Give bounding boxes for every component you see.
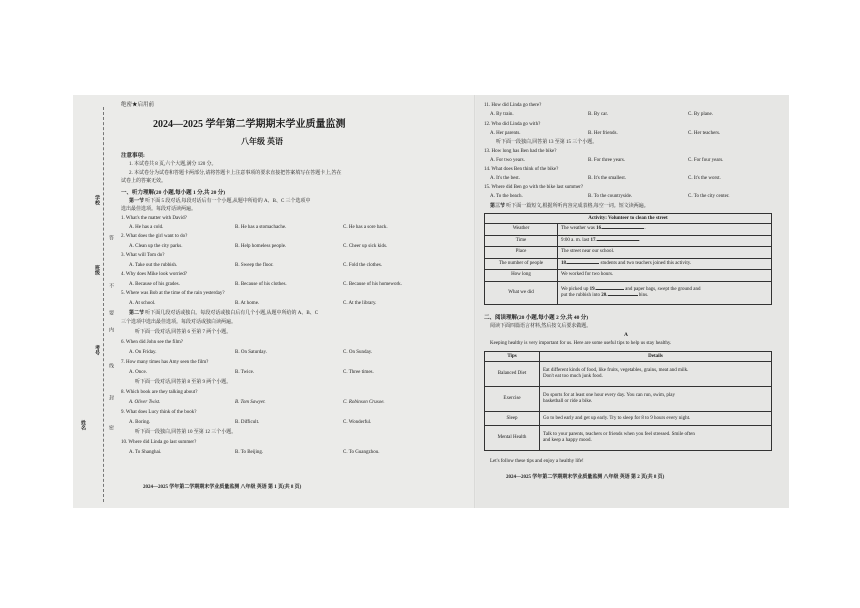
option-b: B. Help homeless people.: [235, 244, 287, 249]
part2-sub-instruction-2: 听下面一段对话,回答第 8 至第 9 两个小题。: [135, 380, 232, 385]
row-text-end: .: [638, 237, 640, 243]
tip-detail: Eat different kinds of food, like fruits, vegetables, grains, meat and milk.: [543, 368, 689, 373]
table-row: [485, 281, 772, 304]
section2-instructions: 阅读下面四篇语言材料,然后按文后要求做题。: [490, 324, 592, 329]
part3-instructions: 听下面一篇短文,根据所听内容完成表格,每空一词。短文读两遍。: [506, 204, 649, 209]
margin-warning-7: 密: [108, 425, 113, 430]
tip-detail-2: and keep a happy mood.: [543, 438, 592, 443]
question-text: 6. When did John see the film?: [121, 340, 183, 345]
row-text: We worked for two hours.: [558, 270, 772, 282]
margin-warning-4: 内: [108, 327, 113, 332]
part2-instructions: 听下面几段对话或独白。每段对话或独白后有几个小题,从题中所给的 A、B、C: [145, 311, 319, 316]
row-label: Place: [485, 247, 558, 259]
question-text: 7. How many times has Amy seen the film?: [121, 360, 209, 365]
blank-number: 18.: [561, 260, 568, 266]
blank-number: 16.: [596, 226, 603, 232]
col-header-details: Details: [540, 352, 772, 362]
option-a: A. By train.: [490, 112, 514, 117]
option-b: B. To the countryside.: [588, 194, 633, 199]
option-c: C. Wonderful.: [343, 420, 372, 425]
question-text: 10. Where did Linda go last summer?: [121, 440, 197, 445]
answer-blank[interactable]: [608, 295, 638, 296]
volunteer-table: [484, 213, 772, 305]
health-tips-table: [484, 351, 772, 451]
notice-1: 1. 本试卷共 8 页,六个大题,满分 120 分。: [129, 162, 217, 167]
tip-detail: Talk to your parents, teachers or friends when you feel stressed. Smile often: [543, 432, 695, 437]
question-text: 12. Who did Linda go with?: [484, 122, 541, 127]
part1-instructions: 听下面 5 段对话,每段对话后有一个小题,从题中所给的 A、B、C 三个选项中: [145, 199, 311, 204]
table-row: [485, 247, 772, 259]
option-a: A. Clean up the city parks.: [129, 244, 183, 249]
notice-2: 2. 本试卷分为试卷和答题卡两部分,请将答题卡上注意事项的要求直接把答案填写在答题卡上,答在: [129, 171, 342, 176]
answer-blank[interactable]: [602, 226, 646, 232]
row-label: The number of people: [485, 258, 558, 270]
margin-label-class: 班级: [94, 265, 99, 275]
blank-number: 17.: [590, 237, 597, 243]
option-c: C. Robinson Crusoe.: [343, 400, 385, 405]
passage-intro: Keeping healthy is very important for us. Here are some useful tips to help us stay healthy.: [490, 341, 672, 346]
option-a: A. To the beach.: [490, 194, 523, 199]
margin-warning-6: 封: [108, 395, 113, 400]
option-c: C. To the city center.: [688, 194, 730, 199]
answer-blank[interactable]: [596, 289, 624, 290]
table-row: [485, 387, 772, 412]
row-label: How long: [485, 270, 558, 282]
passage-letter: A: [624, 332, 628, 338]
row-label: Weather: [485, 224, 558, 236]
row-text-end: .: [644, 226, 646, 232]
option-a: A. On Friday.: [129, 350, 157, 355]
part3-heading: 第三节: [490, 204, 506, 209]
part1-heading: 第一节: [129, 199, 145, 204]
option-b: B. To Beijing.: [235, 450, 264, 455]
blank-number: 20.: [601, 292, 608, 298]
option-c: C. Her teachers.: [688, 131, 721, 136]
margin-warning-1: 答: [108, 235, 113, 240]
section1-heading: 一、听力理解(20 小题,每小题 1 分,共 20 分): [121, 190, 226, 196]
option-b: B. On Saturday.: [235, 350, 267, 355]
margin-label-school: 学校: [94, 195, 99, 205]
secret-mark: 绝密★启用前: [121, 102, 155, 108]
question-text: 8. Which book are they talking about?: [121, 390, 198, 395]
table-row: [485, 270, 772, 282]
option-c: C. On Sunday.: [343, 350, 373, 355]
row-text: students and two teachers joined this activity.: [599, 260, 692, 266]
row-text-end: and paper bags, swept the ground and: [623, 286, 701, 292]
option-c: C. It's the worst.: [688, 176, 721, 181]
option-a: A. He has a cold.: [129, 225, 164, 230]
tip-detail: Do sports for at least one hour every day. You can run, swim, play: [543, 393, 676, 398]
notice-2b: 试卷上的答案无效。: [121, 179, 167, 184]
row-label: What we did: [485, 281, 558, 304]
binding-margin-line: [103, 107, 104, 502]
scanned-exam-spread: [73, 95, 789, 508]
option-b: B. For three years.: [588, 158, 626, 163]
table-row: [485, 362, 772, 387]
section2-heading: 二、阅读理解(20 小题,每小题 2 分,共 40 分): [484, 315, 589, 321]
row-text: The weather was: [561, 226, 597, 232]
option-a: A. Because of his grades.: [129, 282, 180, 287]
answer-blank[interactable]: [597, 237, 640, 243]
option-b: B. Because of his clothes.: [235, 282, 287, 287]
option-a: A. To Shanghai.: [129, 450, 162, 455]
option-b: B. Tom Sawyer.: [235, 400, 266, 405]
option-a: A. Take out the rubbish.: [129, 263, 178, 268]
option-b: B. Difficult.: [235, 420, 260, 425]
table-row: [485, 426, 772, 451]
exam-title: 2024—2025 学年第二学期期末学业质量监测: [153, 119, 346, 130]
margin-warning-5: 线: [108, 363, 113, 368]
option-a: A. Her parents.: [490, 131, 521, 136]
margin-warning-3: 要: [108, 310, 113, 315]
row-text: The street near our school.: [558, 247, 772, 259]
notice-heading: 注意事项:: [121, 153, 145, 159]
part2-heading: 第二节: [129, 311, 145, 316]
option-c: C. To Guangzhou.: [343, 450, 380, 455]
part2-sub-instruction-1: 听下面一段对话,回答第 6 至第 7 两个小题。: [135, 330, 232, 335]
row-text-line2: put the rubbish into: [561, 292, 602, 298]
table-row: [485, 412, 772, 426]
option-c: C. Cheer up sick kids.: [343, 244, 388, 249]
question-text: 3. What will Tom do?: [121, 253, 165, 258]
exam-page-2: [476, 95, 789, 508]
option-c: C. Because of his homework.: [343, 282, 402, 287]
option-c: C. Three times.: [343, 370, 374, 375]
option-b: B. Her friends.: [588, 131, 618, 136]
question-text: 5. Where was Bob at the time of the rain yesterday?: [121, 291, 225, 296]
question-text: 11. How did Linda go there?: [484, 103, 542, 108]
option-c: C. For four years.: [688, 158, 724, 163]
sub-instruction: 听下面一段独白,回答第 13 至第 15 三个小题。: [496, 140, 598, 145]
option-b: B. Twice.: [235, 370, 255, 375]
part1-instructions-b: 选出最佳选项。每段对话读两遍。: [121, 207, 197, 212]
blank-number: 19.: [589, 286, 596, 292]
margin-warning-2: 不: [108, 283, 113, 288]
option-b: B. He has a stomachache.: [235, 225, 287, 230]
row-label: Time: [485, 235, 558, 247]
table-row: [485, 235, 772, 247]
option-b: B. It's the smallest.: [588, 176, 626, 181]
option-b: B. Sweep the floor.: [235, 263, 274, 268]
col-header-tips: Tips: [485, 352, 540, 362]
tip-detail-2: basketball or ride a bike.: [543, 399, 593, 404]
option-a: A. Oliver Twist.: [129, 400, 161, 405]
tip-label: Mental Health: [485, 426, 540, 451]
tip-detail-2: Don't eat too much junk food.: [543, 374, 603, 379]
closing-line: Let's follow these tips and enjoy a healthy life!: [490, 459, 584, 464]
question-text: 15. Where did Ben go with the bike last summer?: [484, 185, 584, 190]
question-text: 14. What does Ben think of the bike?: [484, 167, 559, 172]
option-c: C. Fold the clothes.: [343, 263, 383, 268]
option-a: A. At school.: [129, 301, 156, 306]
part2-sub-instruction-3: 听下面一段独白,回答第 10 至第 12 三个小题。: [135, 430, 237, 435]
option-c: C. By plane.: [688, 112, 713, 117]
row-text: We picked up: [561, 286, 590, 292]
option-c: C. He has a sore back.: [343, 225, 388, 230]
answer-blank[interactable]: [567, 263, 599, 264]
tip-detail: Go to bed early and get up early. Try to sleep for 8 to 9 hours every night.: [540, 412, 772, 426]
tip-label: Balanced Diet: [485, 362, 540, 387]
option-a: A. Once.: [129, 370, 147, 375]
volunteer-table-title: Activity: Volunteer to clean the street: [485, 214, 772, 224]
table-row: [485, 224, 772, 236]
row-text-line2-end: bins.: [637, 292, 649, 298]
option-a: A. Boring.: [129, 420, 151, 425]
exam-subtitle: 八年级 英语: [241, 137, 283, 146]
question-text: 1. What's the matter with David?: [121, 216, 187, 221]
option-b: B. By car.: [588, 112, 608, 117]
option-a: A. It's the best.: [490, 176, 520, 181]
page-footer: 2024—2025 学年第二学期期末学业质量监测 八年级 英语 第 1 页(共 8 页): [143, 485, 302, 490]
option-c: C. At the library.: [343, 301, 377, 306]
question-text: 4. Why does Mike look worried?: [121, 272, 188, 277]
option-b: B. At home.: [235, 301, 260, 306]
question-text: 9. What does Lucy think of the book?: [121, 410, 197, 415]
question-text: 2. What does the girl want to do?: [121, 234, 188, 239]
exam-page-1: [73, 95, 476, 508]
margin-label-id: 考号: [94, 345, 99, 355]
option-a: A. For two years.: [490, 158, 525, 163]
tip-label: Sleep: [485, 412, 540, 426]
margin-label-name: 姓名: [80, 420, 85, 430]
page-footer: 2024—2025 学年第二学期期末学业质量监测 八年级 英语 第 2 页(共 8 页): [506, 475, 665, 480]
question-text: 13. How long has Ben had the bike?: [484, 149, 557, 154]
table-row: [485, 258, 772, 270]
tip-label: Exercise: [485, 387, 540, 412]
part2-instructions-b: 三个选项中选出最佳选项。每段对话或独白读两遍。: [121, 320, 237, 325]
row-text: 9:00 a. m. last: [561, 237, 591, 243]
